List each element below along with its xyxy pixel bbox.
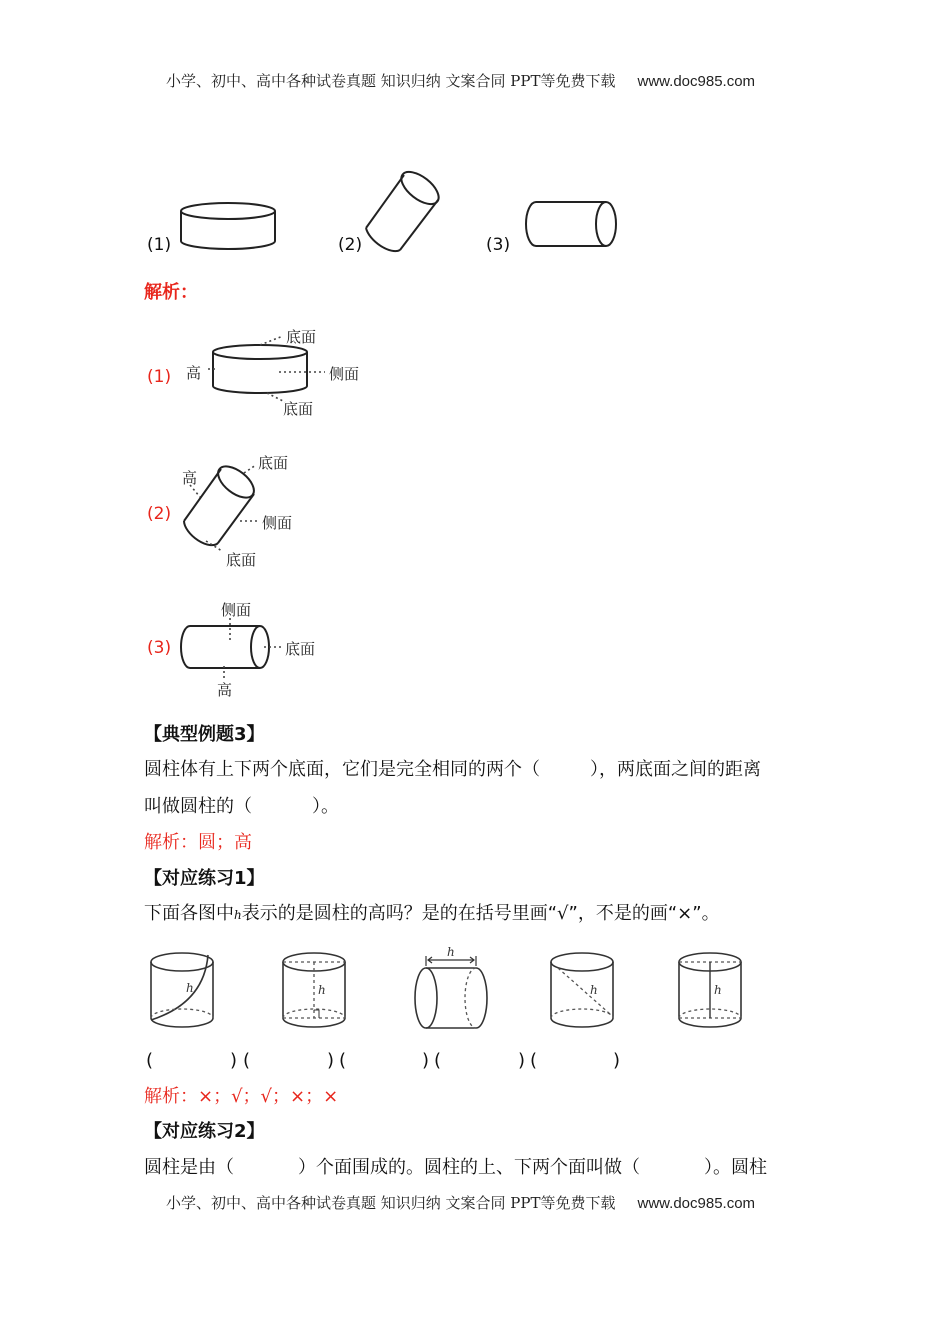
h-label: h — [318, 983, 326, 997]
example3-line1b: ），两底面之间的距离 — [590, 759, 761, 780]
example3-line2b: ）。 — [312, 796, 339, 817]
top-base-annotation: 底面 — [258, 454, 289, 472]
labeled-cylinder-1 — [205, 336, 330, 406]
page-footer — [166, 1192, 755, 1213]
h-symbol: h — [234, 908, 242, 922]
bottom-base-annotation: 底面 — [226, 551, 257, 569]
top-base-annotation: 底面 — [286, 328, 317, 346]
analysis-label-1: (1) — [147, 367, 172, 387]
labeled-cylinder-2 — [178, 455, 278, 560]
height-annotation: 高 — [186, 364, 202, 382]
figure-label-2: (2) — [338, 235, 363, 255]
practice-cylinder-4 — [546, 948, 618, 1030]
example3-line2a: 叫做圆柱的（ — [144, 796, 252, 817]
answer-paren-open: ( — [146, 1050, 154, 1071]
answer-paren-open: ( — [243, 1050, 251, 1071]
cylinder-figure-2 — [362, 168, 446, 256]
figure-label-1: (1) — [147, 235, 172, 255]
practice2-text-c: ）。圆柱 — [704, 1157, 767, 1178]
practice1-question-a: 下面各图中 — [144, 903, 234, 924]
analysis-label-2: (2) — [147, 504, 172, 524]
h-label: h — [714, 983, 722, 997]
header-text: 小学、初中、高中各种试卷真题 知识归纳 文案合同 PPT等免费下载 — [166, 72, 616, 90]
figure-label-3: (3) — [486, 235, 511, 255]
answer-paren-close: ) — [518, 1050, 526, 1071]
height-annotation: 高 — [182, 469, 198, 487]
answer-blank[interactable] — [255, 1049, 323, 1073]
cylinder-figure-1 — [178, 200, 278, 252]
practice2-title: 【对应练习2】 — [144, 1121, 265, 1142]
practice1-title: 【对应练习1】 — [144, 868, 265, 889]
practice-cylinder-5 — [674, 948, 746, 1030]
practice-cylinder-1 — [146, 948, 218, 1030]
h-label: h — [590, 983, 598, 997]
cylinder-figure-3 — [522, 198, 622, 250]
practice2-text-a: 圆柱是由（ — [144, 1157, 234, 1178]
bottom-base-annotation: 底面 — [283, 400, 314, 418]
practice1-question — [144, 902, 720, 927]
side-annotation: 侧面 — [329, 365, 360, 383]
answer-paren-open: ( — [434, 1050, 442, 1071]
practice-cylinder-2 — [278, 948, 350, 1030]
answer-blank[interactable] — [351, 1049, 419, 1073]
answer-paren-close: ) — [613, 1050, 621, 1071]
answer-blank[interactable] — [542, 1049, 610, 1073]
page-header — [166, 70, 755, 91]
example3-line1a: 圆柱体有上下两个底面，它们是完全相同的两个（ — [144, 759, 540, 780]
example3-answer: 解析：圆；高 — [144, 832, 252, 853]
side-annotation: 侧面 — [262, 514, 293, 532]
example3-title: 【典型例题3】 — [144, 724, 265, 745]
answer-paren-close: ) — [327, 1050, 335, 1071]
answer-blank[interactable] — [446, 1049, 514, 1073]
answer-blank[interactable] — [158, 1049, 226, 1073]
height-annotation: 高 — [217, 681, 233, 699]
analysis-label-3: (3) — [147, 638, 172, 658]
answer-paren-open: ( — [339, 1050, 347, 1071]
practice2-question — [144, 1156, 767, 1180]
practice2-text-b: ）个面围成的。圆柱的上、下两个面叫做（ — [298, 1157, 640, 1178]
answer-paren-open: ( — [530, 1050, 538, 1071]
h-label: h — [447, 945, 455, 959]
footer-text: 小学、初中、高中各种试卷真题 知识归纳 文案合同 PPT等免费下载 — [166, 1194, 616, 1212]
practice1-question-b: 表示的是圆柱的高吗？是的在括号里画“√”，不是的画“×”。 — [241, 903, 720, 924]
h-label: h — [186, 981, 194, 995]
example3-line2 — [144, 795, 339, 819]
answer-paren-close: ) — [230, 1050, 238, 1071]
labeled-cylinder-3 — [178, 616, 288, 682]
practice1-answer: 解析：×；√；√；×；× — [144, 1086, 339, 1107]
base-annotation: 底面 — [285, 640, 316, 658]
practice-cylinder-3 — [410, 946, 492, 1034]
answer-paren-close: ) — [422, 1050, 430, 1071]
example3-line1 — [144, 758, 761, 782]
side-annotation: 侧面 — [221, 601, 252, 619]
analysis-title: 解析： — [144, 282, 198, 303]
header-url[interactable]: www.doc985.com — [637, 73, 756, 90]
footer-url[interactable]: www.doc985.com — [637, 1195, 756, 1212]
